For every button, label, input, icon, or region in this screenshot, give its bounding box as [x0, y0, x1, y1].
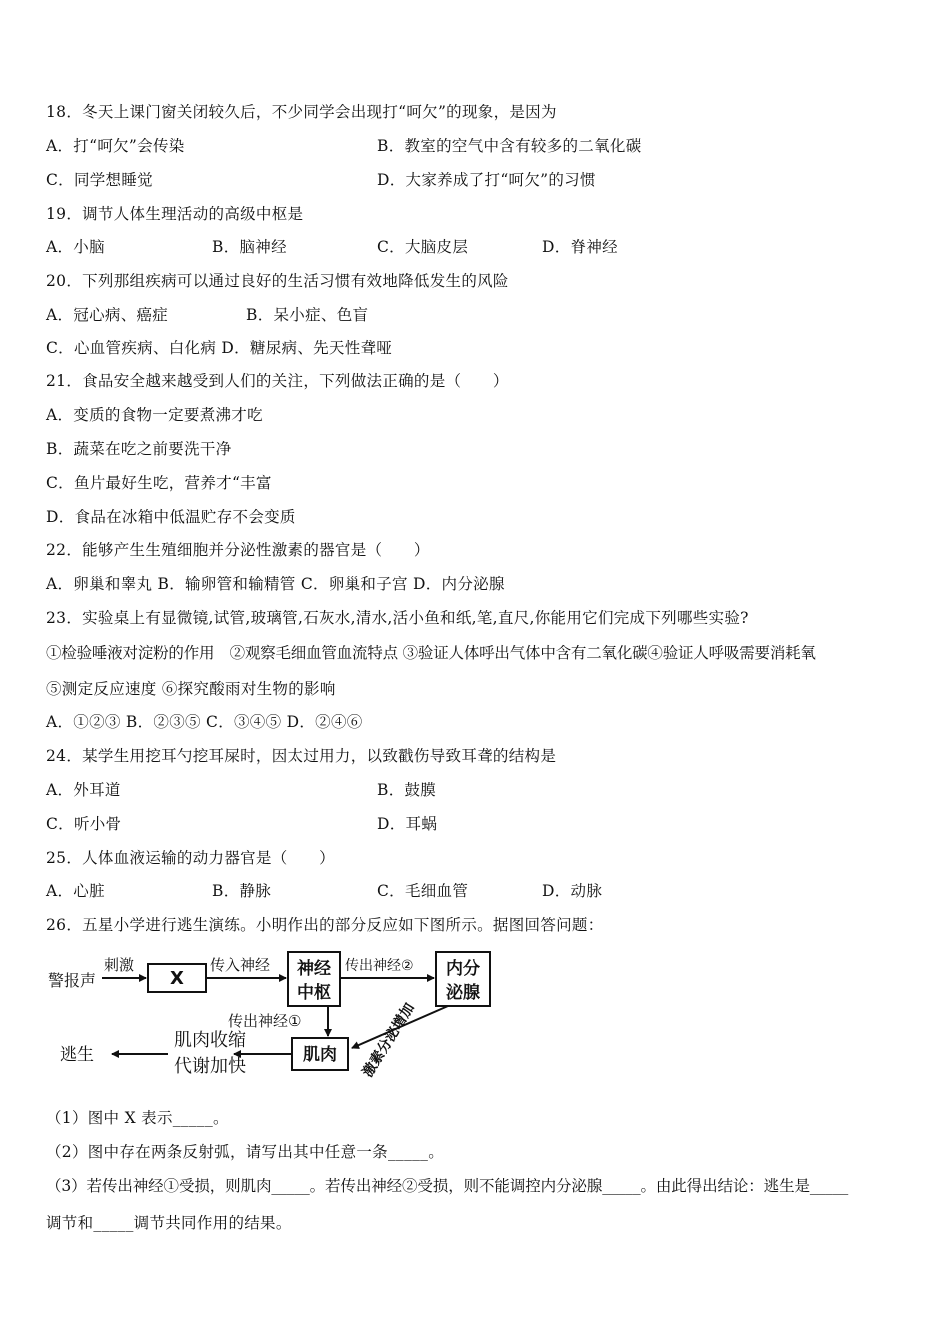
q20-stem: 20．下列那组疾病可以通过良好的生活习惯有效地降低发生的风险 — [46, 272, 509, 290]
q18-option-d: D．大家养成了打“呵欠”的习惯 — [377, 171, 596, 189]
q21-option-c: C．鱼片最好生吃，营养才“丰富 — [46, 474, 272, 492]
escape-label: 逃生 — [60, 1045, 94, 1065]
q26-sub2: （2）图中存在两条反射弧，请写出其中任意一条_____。 — [46, 1143, 445, 1161]
q18-option-c: C．同学想睡觉 — [46, 171, 153, 189]
q19-option-d: D．脊神经 — [542, 238, 618, 256]
gland-label-1: 内分 — [446, 959, 480, 979]
effect-label-1: 肌肉收缩 — [174, 1030, 246, 1051]
hormone-label: 激素分泌增加 — [359, 1000, 418, 1081]
q24-stem: 24．某学生用挖耳勺挖耳屎时，因太过用力，以致戳伤导致耳聋的结构是 — [46, 747, 557, 765]
x-label: X — [170, 968, 184, 989]
q19-option-a: A．小脑 — [46, 238, 105, 256]
q24-option-d: D．耳蜗 — [377, 815, 438, 833]
q25-option-a: A．心脏 — [46, 882, 105, 900]
q23-items-2: ⑤测定反应速度 ⑥探究酸雨对生物的影响 — [46, 680, 336, 698]
q24-option-c: C．听小骨 — [46, 815, 122, 833]
nerve-center-label-1: 神经 — [297, 959, 331, 979]
efferent1-label: 传出神经① — [228, 1012, 302, 1030]
afferent-label: 传入神经 — [210, 956, 271, 974]
q19-option-c: C．大脑皮层 — [377, 238, 469, 256]
q22-options: A．卵巢和睾丸 B．输卵管和输精管 C．卵巢和子宫 D．内分泌腺 — [46, 575, 505, 593]
q21-option-d: D．食品在冰箱中低温贮存不会变质 — [46, 508, 296, 526]
q26-sub3-line1: （3）若传出神经①受损，则肌肉_____。若传出神经②受损，则不能调控内分泌腺_____。由此得出结论：逃生是_____ — [46, 1177, 849, 1195]
stimulus-label: 刺激 — [104, 956, 135, 974]
q18-option-a: A．打“呵欠”会传染 — [46, 137, 185, 155]
gland-label-2: 泌腺 — [446, 983, 480, 1003]
efferent2-label: 传出神经② — [345, 958, 414, 974]
q24-option-a: A．外耳道 — [46, 781, 121, 799]
q20-option-b: B．呆小症、色盲 — [246, 306, 369, 324]
nerve-center-label-2: 中枢 — [297, 983, 331, 1003]
q20-option-a: A．冠心病、癌症 — [46, 306, 169, 324]
q25-option-d: D．动脉 — [542, 882, 603, 900]
q18-option-b: B．教室的空气中含有较多的二氧化碳 — [377, 137, 642, 155]
muscle-label: 肌肉 — [303, 1045, 337, 1065]
q25-option-c: C．毛细血管 — [377, 882, 469, 900]
reflex-diagram — [40, 946, 510, 1086]
q26-sub1: （1）图中 X 表示_____。 — [46, 1109, 229, 1127]
effect-label-2: 代谢加快 — [174, 1056, 246, 1077]
q19-stem: 19．调节人体生理活动的高级中枢是 — [46, 205, 304, 223]
q25-option-b: B．静脉 — [212, 882, 272, 900]
q21-option-a: A．变质的食物一定要煮沸才吃 — [46, 406, 263, 424]
alarm-label: 警报声 — [48, 971, 97, 990]
q20-option-row-2: C．心血管疾病、白化病 D．糖尿病、先天性聋哑 — [46, 339, 393, 357]
q23-options: A．①②③ B．②③⑤ C．③④⑤ D．②④⑥ — [46, 713, 363, 731]
q24-option-b: B．鼓膜 — [377, 781, 437, 799]
q19-option-b: B．脑神经 — [212, 238, 287, 256]
q23-items-1: ①检验唾液对淀粉的作用 ②观察毛细血管血流特点 ③验证人体呼出气体中含有二氧化碳④验证人呼吸需要消耗氧 — [46, 644, 816, 662]
q22-stem: 22．能够产生生殖细胞并分泌性激素的器官是（ ） — [46, 541, 430, 559]
q26-stem: 26．五星小学进行逃生演练。小明作出的部分反应如下图所示。据图回答问题： — [46, 916, 604, 934]
q26-sub3-line2: 调节和_____调节共同作用的结果。 — [46, 1214, 292, 1232]
q21-option-b: B．蔬菜在吃之前要洗干净 — [46, 440, 232, 458]
q21-stem: 21．食品安全越来越受到人们的关注，下列做法正确的是（ ） — [46, 372, 509, 390]
q23-stem: 23．实验桌上有显微镜,试管,玻璃管,石灰水,清水,活小鱼和纸,笔,直尺,你能用它们完成下列哪些实验? — [46, 609, 749, 627]
q25-stem: 25．人体血液运输的动力器官是（ ） — [46, 849, 335, 867]
q18-stem: 18．冬天上课门窗关闭较久后，不少同学会出现打“呵欠”的现象，是因为 — [46, 103, 557, 121]
